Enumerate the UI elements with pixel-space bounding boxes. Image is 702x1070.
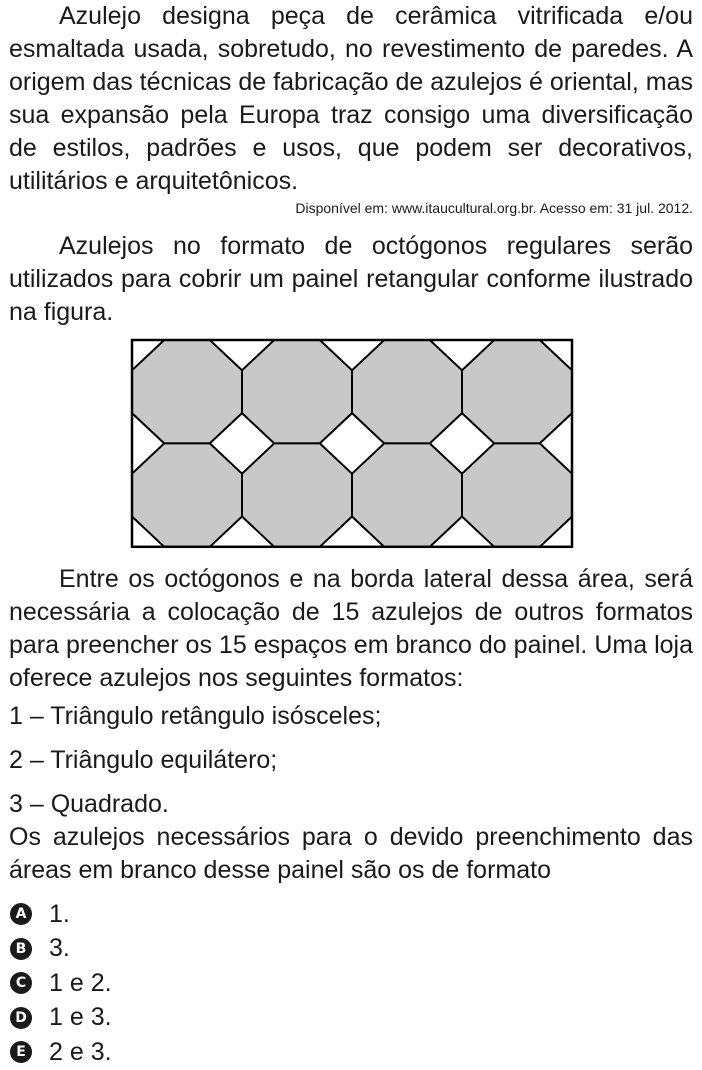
option-b-badge: B (10, 938, 32, 960)
option-b[interactable] (9, 932, 112, 967)
problem-paragraph: Entre os octógonos e na borda lateral dessa área, será necessária a colocação de 15 azulejos de outros formatos para preencher os 15 espaços em branco do painel. Uma loja oferece azulejos nos seguintes formatos: (9, 565, 693, 692)
option-e[interactable] (9, 1035, 112, 1070)
option-c-text: 1 e 2. (49, 968, 112, 997)
octagon-tile (242, 340, 352, 443)
source-citation: Disponível em: www.itaucultural.org.br. Acesso em: 31 jul. 2012. (295, 200, 693, 216)
option-e-text: 2 e 3. (49, 1037, 112, 1066)
context-paragraph: Azulejos no formato de octógonos regulares serão utilizados para cobrir um painel retangular conforme ilustrado na figura. (9, 232, 693, 326)
question-paragraph: Os azulejos necessários para o devido preenchimento das áreas em branco desse painel são os de formato (9, 823, 693, 884)
option-d-badge: D (10, 1007, 32, 1029)
option-c[interactable] (9, 966, 112, 1001)
option-b-text: 3. (49, 934, 70, 963)
octagon-tile (352, 340, 462, 443)
octagon-tile (132, 443, 242, 546)
intro-paragraph: Azulejo designa peça de cerâmica vitrificada e/ou esmaltada usada, sobretudo, no revestimento de paredes. A origem das técnicas de fabricação de azulejos é oriental, mas sua expansão pela Europa traz consigo uma diversificação de estilos, padrões e usos, que podem ser decorativos, utilitários e arquitetônicos. (9, 2, 693, 195)
octagon-tile (462, 340, 572, 443)
option-d[interactable] (9, 1001, 112, 1036)
option-a[interactable] (9, 897, 112, 932)
option-c-badge: C (10, 972, 32, 994)
octagon-tile (462, 443, 572, 546)
answer-options (9, 897, 112, 1070)
octagon-tile (132, 340, 242, 443)
octagon-tile-figure (130, 338, 574, 550)
format-item-1: 1 – Triângulo retângulo isósceles; (9, 702, 382, 730)
option-a-badge: A (10, 903, 32, 925)
format-list (9, 700, 381, 832)
option-d-text: 1 e 3. (49, 1003, 112, 1032)
format-item-3: 3 – Quadrado. (9, 790, 169, 818)
octagon-tile (242, 443, 352, 546)
option-e-badge: E (10, 1041, 32, 1063)
octagon-tile (352, 443, 462, 546)
format-item-2: 2 – Triângulo equilátero; (9, 746, 278, 774)
option-a-text: 1. (49, 899, 70, 928)
